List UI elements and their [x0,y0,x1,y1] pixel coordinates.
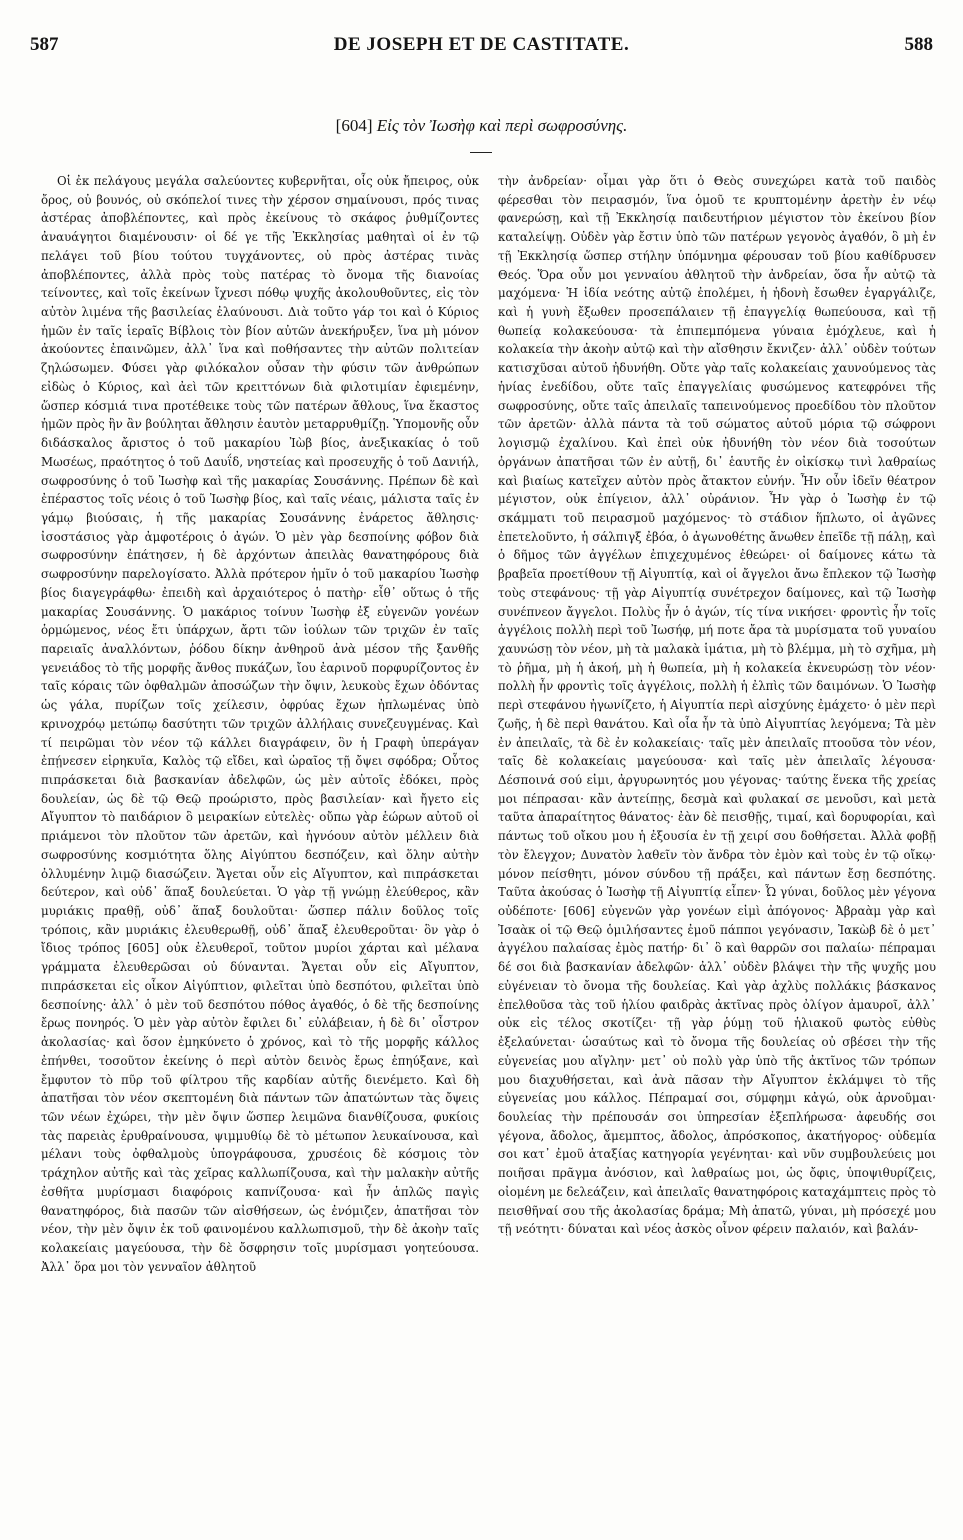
page-header [30,34,933,64]
running-title: DE JOSEPH ET DE CASTITATE. [333,34,630,55]
heading-column-ref: [604] [335,116,373,135]
body-paragraph-left: Οἱ ἐκ πελάγους μεγάλα σαλεύοντες κυβερνῆται, οἷς οὐκ ἤπειρος, οὐκ ὄρος, οὐ βουνός, οὐ σκόπελοί τινες τὴν χέρσον σημαίνουσι, πρός τινας ἀστέρας ἀποβλέποντες, καὶ πρὸς ἐκείνους τὸ σκάφος ῥυθμίζοντες ἀναυάγητοι διαμένουσιν· οἱ δέ γε τῆς Ἐκκλησίας μαθηταὶ οἱ ἐν τῷ πελάγει τοῦ βίου τούτου τυγχάνοντες, οὐ πρὸς ἀστέρας τινὰς ἀποβλέποντες, ἀλλὰ πρὸς τοὺς πατέρας τὸ ὄνομα τῆς διανοίας τείνοντες, καὶ τοῖς ἐκείνων ἴχνεσι πόθῳ ψυχῆς ἀκολουθοῦντες, εἰς τὸν αὐτὸν λιμένα τῆς βασιλείας ἐλαύνουσι. Διὰ τοῦτο γάρ τοι καὶ ὁ Κύριος ἡμῶν ἐν ταῖς ἱεραῖς Βίβλοις τὸν βίον αὐτῶν ἀνεκήρυξεν, ἵνα μὴ μόνον ἀκούοντες ἐπαινῶμεν, ἀλλ᾽ ἵνα καὶ ποθήσαντες τὴν αὐτῶν πολιτείαν ζηλώσωμεν. Φύσει γὰρ φιλόκαλον οὖσαν τὴν φύσιν τῶν ἀνθρώπων εἰδὼς ὁ Κύριος, καὶ ἀεὶ τῶν κρειττόνων διὰ φιλοτιμίαν ἐφιεμένην, ὥσπερ κόσμιά τινα προτέθεικε τοὺς τῶν πατέρων ἄθλους, ἵνα ἕκαστος ἡμῶν πρὸς ἣν ἂν βούληται ἄθλησιν ἑαυτὸν μεταρρυθμίζῃ. Ὑπομονῆς οὖν διδάσκαλος ἄριστος ὁ τοῦ μακαρίου Ἰὼβ βίος, ἀνεξικακίας ὁ τοῦ Μωσέως, πραότητος ὁ τοῦ Δαυΐδ, νηστείας καὶ προσευχῆς ὁ τοῦ Δανιήλ, σωφροσύνης ὁ τοῦ Ἰωσὴφ καὶ τῆς μακαρίας Σουσάννης. Πρέπων δὲ καὶ ἐπέραστος τοῖς νέοις ὁ τοῦ Ἰωσὴφ βίος, καὶ ταῖς νέαις, μάλιστα ταῖς ἐν γάμῳ βιούσαις, ἡ τῆς μακαρίας Σουσάννης ἐνάρετος ἄθλησις· ἰσοστάσιος γὰρ ἀμφοτέροις ὁ ἀγών. Ὁ μὲν γὰρ δεσποίνης φόβον διὰ σωφροσύνην ἐπάτησεν, ἡ δὲ ἀρχόντων ἀπειλὰς θανατηφόρους διὰ σωφροσύνην παρελογίσατο. Ἀλλὰ πρότερον ἡμῖν ὁ τοῦ μακαρίου Ἰωσὴφ βίος διαγεγράφθω· ἐπειδὴ καὶ ἀρχαιότερος ὁ πατὴρ· εἶθ᾽ οὕτως ὁ τῆς μακαρίας Σουσάννης. Ὁ μακάριος τοίνυν Ἰωσὴφ ἐξ εὐγενῶν γονέων ὁρμώμενος, νέος ἔτι ὑπάρχων, ἄρτι τῶν ἰούλων τῶν τριχῶν ἐν ταῖς παρειαῖς ἀναλλόντων, ῥόδου δίκην ἀνθηροῦ ἀνὰ μέσον τῆς ξανθῆς γενειάδος τὸ τῆς μορφῆς ἄνθος πυκάζων, ἴου ἐαρινοῦ πορφυρίζοντος ἐν ταῖς κόραις τῶν ὀφθαλμῶν ἀποσώζων τὴν ὄψιν, λευκοὺς ἔχων ὀδόντας ὡς γάλα, πυρίζων τοῖς χείλεσιν, ὀφρύας ἔχων ἠπλωμένας ὑπὸ κρινοχρόῳ μετώπῳ δασύτητι τῶν τριχῶν ἀλλήλαις συνεζευγμένας. Καὶ τί πειρῶμαι τὸν νέον τῷ κάλλει διαγράφειν, ὃν ἡ Γραφὴ ὑπεράγαν ἐπῄνεσεν εἰρηκυῖα, Καλὸς τῷ εἴδει, καὶ ὡραῖος τῇ ὄψει σφόδρα; Οὗτος πιπράσκεται διὰ βασκανίαν ἀδελφῶν, ὡς μὲν αὐτοῖς ἐδόκει, πρὸς δουλείαν, ὡς δὲ τῷ Θεῷ προώριστο, πρὸς βασιλείαν· καὶ ἤγετο εἰς Αἴγυπτον τὸ παιδάριον ὃ μειρακίων εὐτελὲς· οὔπω γὰρ ἑώρων αὐτοῦ οἱ πριάμενοι τὸν πλοῦτον τῶν ἀρετῶν, καὶ ἠγνόουν αὐτὸν μέλλειν διὰ σωφροσύνης κοσμιότητα ὅλης Αἰγύπτου δεσπόζειν, καὶ ὅλην αὐτὴν ὀλλυμένην λιμῷ διασώζειν. Ἄγεται οὖν εἰς Αἴγυπτον, καὶ πιπράσκεται δεύτερον, καὶ οὐδ᾽ ἅπαξ δουλεύεται. Ὁ γὰρ τῇ γνώμῃ ἐλεύθερος, κἂν μυριάκις πραθῇ, οὐδ᾽ ἅπαξ δουλοῦται· ὥσπερ πάλιν δοῦλος τοῖς τρόποις, κἂν μυριάκις ἐλευθερωθῇ, οὐδ᾽ ἅπαξ ἐλευθεροῦται· ὃν γὰρ ὁ ἴδιος τρόπος [605] οὐκ ἐλευθεροῖ, τοῦτον μυρίοι χάρται καὶ μέλανα γράμματα ἐλευθερῶσαι οὐ δύνανται. Ἄγεται οὖν εἰς Αἴγυπτον, πιπράσκεται εἰς οἶκον Αἰγύπτιον, φιλεῖται ὑπὸ δεσπότου, φιλεῖται ὑπὸ δεσποίνης· ἀλλ᾽ ὁ μὲν τοῦ δεσπότου πόθος ἀγαθός, ὁ δὲ τῆς δεσποίνης ἔρως πονηρός. Ὁ μὲν γὰρ αὐτὸν ἔφιλει δι᾽ εὐλάβειαν, ἡ δὲ δι᾽ οἶστρον ἀκολασίας· καὶ ὅσον ἐμηκύνετο ὁ χρόνος, καὶ τὸ τῆς μορφῆς κάλλος ἐπήνθει, τοσοῦτον ἐκείνης ὁ περὶ αὐτὸν δεινὸς ἔρως ἐπηύξανε, καὶ ἔμφυτον τὸ πῦρ τοῦ φίλτρου τῆς καρδίαν αὐτῆς διενέμετο. Καὶ δὴ ἀπατῆσαι τὸν νέον σκεπτομένη διὰ πάντων τῶν ἀπατώντων τὰς ὄψεις τῶν νέων ἐχώρει, τὴν μὲν ὄψιν ὥσπερ λειμῶνα διανθίζουσα, φυκίοις τὰς παρειὰς ἐρυθραίνουσα, ψιμμυθίῳ δὲ τὸ μέτωπον λευκαίνουσα, καὶ μέλανι τοὺς ὀφθαλμοὺς ὑπογράφουσα, χρυσέοις δὲ κόσμοις τὸν τράχηλον αὐτῆς καὶ τὰς χεῖρας καλλωπίζουσα, καὶ τὴν μαλακὴν αὐτῆς ἐσθῆτα μυρίσμασι διαφόροις καπνίζουσα· καὶ ἦν ἁπλῶς παγὶς θανατηφόρος, διὰ πασῶν τῶν αἰσθήσεων, ὡς ἐνόμιζεν, ἀπατῆσαι τὸν νέον, τὴν μὲν ὄψιν ἐκ τοῦ φαινομένου καλλωπισμοῦ, τὴν δὲ ἀκοὴν ταῖς κολακείαις μαγεύουσα, τὴν δὲ ὄσφρησιν τοῖς μυρίσμασι γοητεύουσα. Ἀλλ᾽ ὅρα μοι τὸν γενναῖον ἀθλητοῦ [41,174,479,1274]
section-heading [0,116,963,136]
text-column-right [498,172,936,1526]
page-number-right: 588 [904,34,933,55]
body-paragraph-right: τὴν ἀνδρείαν· οἶμαι γὰρ ὅτι ὁ Θεὸς συνεχώρει κατὰ τοῦ παιδὸς φέρεσθαι τὸν πειρασμόν, ἵνα ὁμοῦ τε κρυπτομένην ἀρετὴν ἐν νέῳ φανερώσῃ, καὶ τῇ Ἐκκλησίᾳ παιδευτήριον μέγιστον τὸν ἐκείνου βίον καταλείψῃ. Οὐδὲν γὰρ ἔστιν ὑπὸ τῶν πατέρων γεγονὸς ἀγαθόν, ὃ μὴ ἐν τῇ Ἐκκλησίᾳ ὥσπερ στήλην ὑπόμνημα φέρουσαν τοῦ βίου καθίδρυσεν Θεός. Ὅρα οὖν μοι γενναίου ἀθλητοῦ τὴν ἀνδρείαν, ὅσα ἦν αὐτῷ τὰ μαχόμενα· Ἡ ἰδία νεότης αὐτῷ ἐπολέμει, ἡ ἡδονὴ ἔσωθεν ἐγαργάλιζε, καὶ ἡ γυνὴ ἔξωθεν προσεπάλαιεν τῇ ἐπαγγελίᾳ θωπεύουσα, καὶ τῇ θωπείᾳ κολακεύουσα· τὰ ἐπιπεμπόμενα γύναια ἐμόχλευε, καὶ ἡ κολακεία τὴν ἀκοὴν αὐτῷ καὶ τὴν αἴσθησιν ἔκνιζεν· ἀλλ᾽ οὐδὲν τούτων κατισχῦσαι αὐτοῦ ἠδυνήθη. Οὔτε γὰρ ταῖς κολακείαις χαυνούμενος τὰς ἡνίας ἐνεδίδου, οὔτε ταῖς ἐπαγγελίαις φυσώμενος κατεφρόνει τῆς σωφροσύνης, οὔτε ταῖς ἀπειλαῖς ταπεινούμενος προεδίδου τὸν πλοῦτον τῶν ἀρετῶν· ἀλλὰ πάντα τὰ τοῦ σώματος αὐτοῦ μόρια τῷ σώφρονι λογισμῷ ἐχαλίνου. Καὶ ἐπεὶ οὐκ ἠδυνήθη τὸν νέον διὰ τοσούτων ὀργάνων ἀπατῆσαι τῶν ἐν αὐτῇ, δι᾽ ἑαυτῆς ἐν οἰκίσκῳ τινὶ λαθραίως καὶ βιαίως κατεῖχεν αὐτὸν πρὸς ἄτακτον εὐνήν. Ἦν οὖν ἰδεῖν θέατρον μέγιστον, οὐκ ἐπίγειον, ἀλλ᾽ οὐράνιον. Ἦν γὰρ ὁ Ἰωσὴφ ἐν τῷ σκάμματι τοῦ πειρασμοῦ μαχόμενος· τὸ στάδιον ἥπλωτο, οἱ ἀγῶνες ἐπετελοῦντο, ἡ σάλπιγξ ἐβόα, ὁ ἀγωνοθέτης ἄνωθεν ἐπεῖδε τῇ πάλῃ, καὶ ὁ δῆμος τῶν ἀγγέλων ἐπιχεχυμένος ἐθεώρει· οἱ δαίμονες κάτω τὰ βραβεῖα προετίθουν τῇ Αἰγυπτίᾳ, καὶ οἱ ἄγγελοι ἄνω ἔπλεκον τῷ Ἰωσὴφ τοὺς στεφάνους· τῇ γὰρ Αἰγυπτίᾳ συνέτρεχον δαίμονες, καὶ τῷ Ἰωσὴφ συνέπνεον ἄγγελοι. Πολὺς ἦν ὁ ἀγών, τίς τίνα νικήσει· φροντὶς ἦν τοῖς ἀγγέλοις πολλὴ περὶ τοῦ Ἰωσήφ, μή ποτε ἄρα τὰ μυρίσματα τοῦ γυναίου χαυνώσῃ τὸν νέον, μὴ τὰ μαλακὰ ἱμάτια, μὴ τὸ βλέμμα, μὴ τὸ σχῆμα, μὴ τὸ ῥῆμα, μὴ ἡ ἀκοή, μὴ ἡ θωπεία, μὴ ἡ κολακεία ἐκνευρώσῃ τὸν νέον· πολλὴ ἦν φροντὶς τοῖς ἀγγέλοις, πολλὴ ἡ ἐλπὶς τῶν δαιμόνων. Ὁ Ἰωσὴφ περὶ στεφάνου ἠγωνίζετο, ἡ Αἰγυπτία περὶ αἰσχύνης ἐμάχετο· ὁ μὲν περὶ ζωῆς, ἡ δὲ περὶ θανάτου. Καὶ οἷα ἦν τὰ ὑπὸ Αἰγυπτίας λεγόμενα; Τὰ μὲν ἐν ἀπειλαῖς, τὰ δὲ ἐν κολακείαις· ταῖς μὲν ἀπειλαῖς πτοοῦσα τὸν νέον, ταῖς δὲ κολακείαις μαγεύουσα· καὶ ταῖς μὲν ἀπειλαῖς λέγουσα· Δέσποινά σού εἰμι, ἀργυρωνητός μου γέγονας· ταύτης ἕνεκα τῆς χρείας μοι πέπρασαι· κἂν ἀντείπῃς, δεσμὰ καὶ φυλακαί σε μενοῦσι, καὶ μετὰ ταῦτα ἀπαραίτητος θάνατος· ἐὰν δὲ πεισθῇς, τιμαί, καὶ δορυφορίαι, καὶ πάντως τοῦ οἴκου μου ἡ ἐξουσία ἐν τῇ χειρί σου δοθήσεται. Ἀλλὰ φοβῇ τὸν ἔλεγχον; Δυνατὸν λαθεῖν τὸν ἄνδρα τὸν ἐμὸν καὶ τοὺς ἐν τῷ οἴκῳ· μόνον πείσθητι, μόνον σύνδου τῇ πράξει, καὶ πάντων ἔσῃ δεσπότης. Ταῦτα ἀκούσας ὁ Ἰωσὴφ τῇ Αἰγυπτίᾳ εἶπεν· Ὦ γύναι, δοῦλος μὲν γέγονα οὐδέποτε· [606] εὐγενῶν γὰρ γονέων εἰμὶ ἀπόγονος· Ἀβραὰμ γὰρ καὶ Ἰσαὰκ οἱ τῷ Θεῷ ὁμιλήσαντες ἐμοῦ πάπποι γεγόνασιν, Ἰακὼβ δὲ ὁ μετ᾽ ἀγγέλου παλαίσας ἐμὸς πατήρ· δι᾽ ὃ καὶ θαρρῶν σοι παλαίω· πέπραμαι δέ σοι διὰ βασκανίαν ἀδελφῶν· ἀλλ᾽ οὐδὲν βλάψει τὴν τῆς ψυχῆς μου εὐγένειαν τὸ ὄνομα τῆς δουλείας. Καὶ γὰρ ἀχλὺς πολλάκις βάσκανος ἐπελθοῦσα τὰς τοῦ ἡλίου φαιδρὰς ἀκτῖνας πρὸς ὀλίγον ἀμαυροῖ, ἀλλ᾽ οὐκ εἰς τέλος σκοτίζει· τῇ γὰρ ῥύμῃ τοῦ ἡλιακοῦ φωτὸς εὐθὺς ἐξελαύνεται· ὡσαύτως καὶ τὸ ὄνομα τῆς δουλείας οὐ σβέσει τὴν τῆς εὐγενείας μου αἴγλην· μετ᾽ οὐ πολὺ γὰρ ὑπὸ τῆς ἀκτῖνος τῶν τρόπων μου διαχυθήσεται, καὶ ἀνὰ πᾶσαν τὴν Αἴγυπτον ἐκλάμψει τὸ τῆς εὐγενείας μου κάλλος. Πέπραμαί σοι, σύμφημι κἀγώ, οὐκ ἀρνοῦμαι· δουλείας τὴν πρέπουσάν σοι ὑπηρεσίαν ἐξεπλήρωσα· ἀφευδής σοι γέγονα, ἄδολος, ἄμεμπτος, ἄδολος, ἀπρόσκοπος, ἀκατήγορος· οὐδεμία σοι κατ᾽ ἐμοῦ ἀταξίας κατηγορία γεγένηται· καὶ νῦν συμβουλεύεις μοι ποιῆσαι πρᾶγμα ἀνόσιον, καὶ λαθραίως μοι, ὡς ὄφις, ὑποψιθυρίζεις, οἰομένη με δελεάζειν, καὶ ἀπειλαῖς θανατηφόροις καταχάμπτεις πρὸς τὸ πεισθῆναί σου τῆς ἀκολασίας δράμα; Μὴ ἀπατῶ, γύναι, μὴ πρόσεχέ μου τῇ νεότητι· δύναται καὶ νέος ἀσκὸς οἶνον φέρειν παλαιόν, καὶ βαλάν- [498,174,936,1237]
heading-divider [470,152,492,153]
heading-title: Εἰς τὸν Ἰωσὴφ καὶ περὶ σωφροσύνης. [376,116,628,135]
page-number-left: 587 [30,34,59,55]
text-column-left [41,172,479,1526]
